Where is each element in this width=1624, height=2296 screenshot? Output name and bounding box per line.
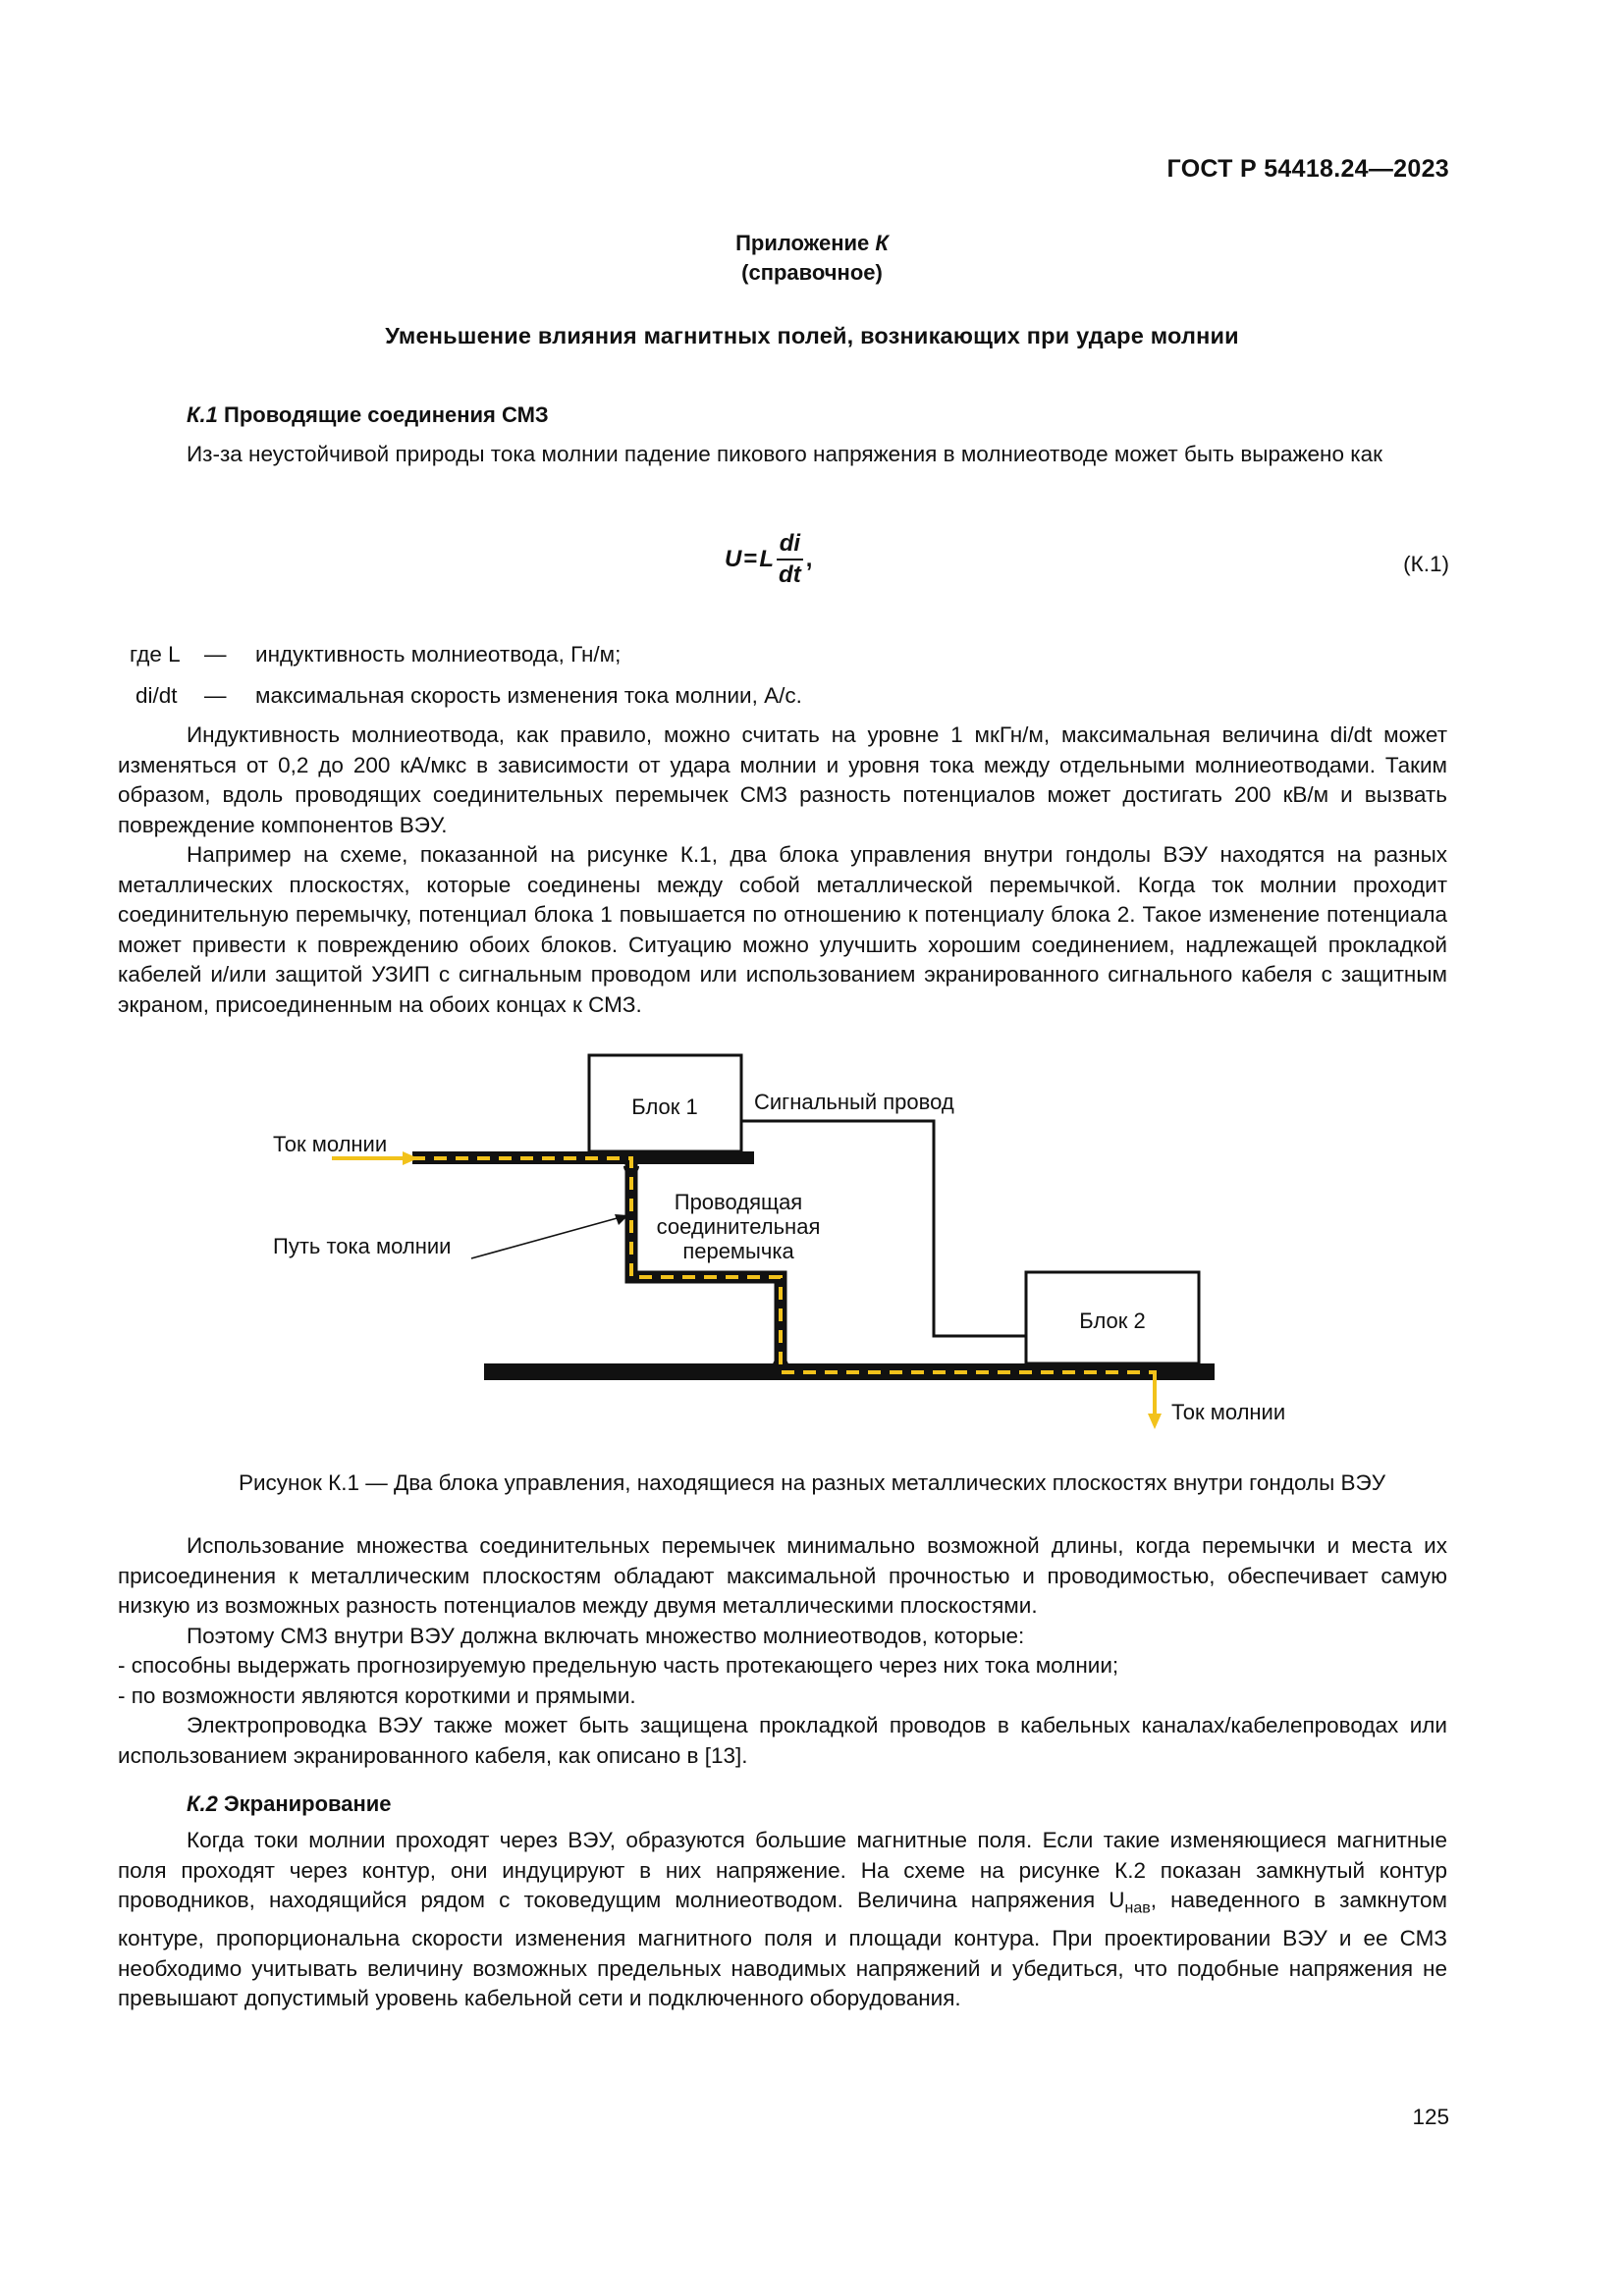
paragraph-inductance: Индуктивность молниеотвода, как правило, можно считать на уровне 1 мкГн/м, максимальная величина di/dt может изменяться от 0,2 до 200 кА/мкс в зависимости от удара молнии и уровня тока между отдельными молниеотводами. Таким образом, вдоль проводящих соединительных перемычек СМЗ разность потенциалов может достигать 200 кВ/м и вызвать повреждение компонентов ВЭУ. — [118, 722, 1447, 837]
section-k1-number: К.1 — [187, 402, 218, 427]
where-text: индуктивность молниеотвода, Гн/м; — [255, 642, 622, 667]
figure-k1 — [0, 1031, 1624, 1443]
paragraph-shielding — [118, 1826, 1447, 2014]
appendix-letter: К — [875, 231, 889, 255]
jumper-label-line-1: Проводящая — [674, 1190, 803, 1214]
formula-equals: = — [743, 546, 758, 572]
jumper-label-line-2: соединительная — [656, 1214, 821, 1239]
where-term: где L — [130, 642, 181, 667]
shielding-text-a: Когда токи молнии проходят через ВЭУ, образуются большие магнитные поля. Если такие изменяющиеся магнитные поля проходят через контур, они индуцируют в них напряжение. На схеме на рисунке К.2 показан замкнутый контур проводников, находящийся рядом с токоведущим молниеотводом. Величина напряжения U — [118, 1828, 1447, 1912]
formula-fraction — [776, 530, 804, 589]
jumper-label-line-3: перемычка — [682, 1239, 794, 1263]
section-k2-title: Экранирование — [224, 1791, 392, 1816]
formula-numerator: di — [777, 530, 803, 561]
section-k1-body — [118, 721, 1447, 1020]
section-k1-title: Проводящие соединения СМЗ — [224, 402, 549, 427]
section-k1-heading — [187, 402, 549, 428]
paragraph-therefore: Поэтому СМЗ внутри ВЭУ должна включать множество молниеотводов, которые: — [187, 1623, 1025, 1648]
shielding-text-b: , наведенного в замкнутом контуре, пропорциональна скорости изменения магнитного поля и площади контура. При проектировании ВЭУ и ее СМЗ необходимо учитывать величину возможных предельных наводимых напряжений и убедиться, что подобные напряжения не превышают допустимый уровень кабельной сети и подключенного оборудования. — [118, 1888, 1448, 2010]
where-term: di/dt — [135, 683, 178, 708]
intro-paragraph — [118, 440, 1447, 470]
where-text: максимальная скорость изменения тока молнии, А/с. — [255, 683, 802, 708]
formula-number: (К.1) — [1403, 552, 1449, 576]
section-k2-heading — [187, 1791, 392, 1817]
signal-wire-label: Сигнальный провод — [754, 1090, 954, 1114]
block-2-label: Блок 2 — [1079, 1308, 1146, 1333]
appendix-heading: Уменьшение влияния магнитных полей, возникающих при ударе молнии — [385, 323, 1239, 348]
list-item: - по возможности являются короткими и прямыми. — [118, 1682, 636, 1708]
current-out-arrowhead — [1148, 1414, 1162, 1429]
block-1-label: Блок 1 — [631, 1095, 698, 1119]
voltage-subscript: нав — [1124, 1899, 1151, 1917]
section-k1-continued — [118, 1531, 1447, 1771]
formula-k1 — [725, 530, 812, 589]
appendix-title — [0, 231, 1624, 256]
paragraph-wiring: Электропроводка ВЭУ также может быть защищена прокладкой проводов в кабельных каналах/кабелепроводах или использованием экранированного кабеля, как описано в [13]. — [118, 1713, 1447, 1768]
paragraph-multiple-jumpers: Использование множества соединительных перемычек минимально возможной длины, когда перемычки и места их присоединения к металлическим плоскостям обладают максимальной прочностью и проводимостью, обеспечивает самую низкую из возможных разность потенциалов между двумя металлическими плоскостями. — [118, 1533, 1447, 1618]
list-item: - способны выдержать прогнозируемую предельную часть протекающего через них тока молнии; — [118, 1653, 1119, 1678]
paragraph-example: Например на схеме, показанной на рисунке К.1, два блока управления внутри гондолы ВЭУ находятся на разных металлических плоскостях, которые соединены между собой металлической перемычкой. Когда ток молнии проходит соединительную перемычку, потенциал блока 1 повышается по отношению к потенциалу блока 2. Такое изменение потенциала может привести к повреждению обоих блоков. Ситуацию можно улучшить хорошим соединением, надлежащей прокладкой кабелей и/или защитой УЗИП с сигнальным проводом или использованием экранированного сигнального кабеля с защитным экраном, присоединенным на обоих концах к СМЗ. — [118, 842, 1447, 1017]
formula-lhs: U — [725, 546, 742, 572]
current-path-leader — [471, 1217, 621, 1258]
current-out-label: Ток молнии — [1171, 1400, 1286, 1424]
current-in-label: Ток молнии — [273, 1132, 388, 1156]
current-path-label: Путь тока молнии — [273, 1234, 452, 1258]
page-number: 125 — [1412, 2105, 1449, 2129]
appendix-title-prefix: Приложение — [735, 231, 870, 255]
where-dash: — — [204, 683, 227, 708]
intro-text: Из-за неустойчивой природы тока молнии падение пикового напряжения в молниеотводе может быть выражено как — [187, 442, 1382, 466]
section-k2-body — [118, 1826, 1447, 2014]
formula-tail: , — [805, 546, 813, 572]
where-dash: — — [204, 642, 227, 667]
formula-coef: L — [759, 546, 775, 572]
standard-number: ГОСТ Р 54418.24—2023 — [1166, 155, 1449, 183]
figure-caption: Рисунок К.1 — Два блока управления, находящиеся на разных металлических плоскостях внутри гондолы ВЭУ — [238, 1470, 1385, 1495]
appendix-note: (справочное) — [741, 260, 883, 285]
formula-denominator: dt — [779, 561, 801, 588]
section-k2-number: К.2 — [187, 1791, 218, 1816]
